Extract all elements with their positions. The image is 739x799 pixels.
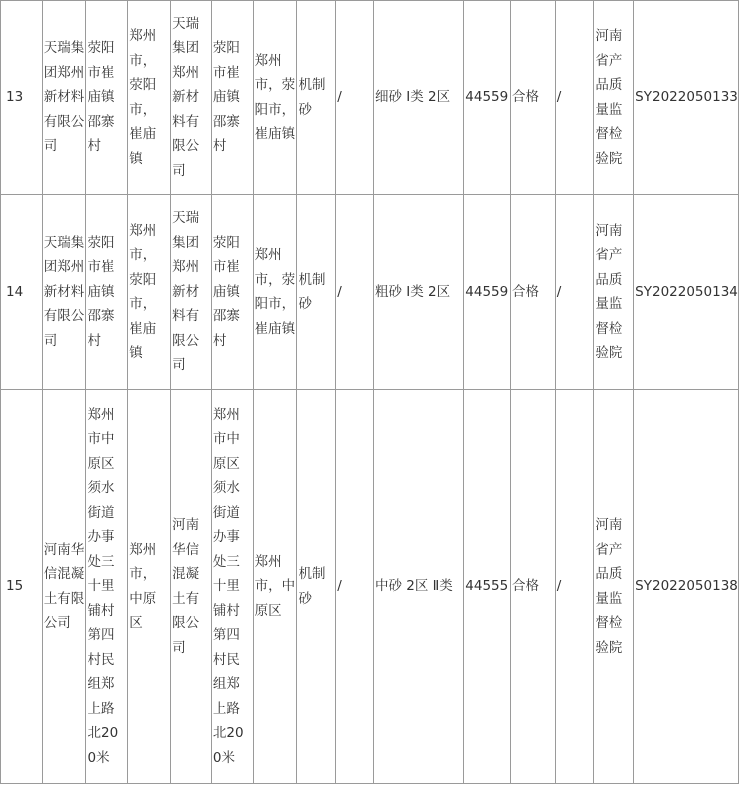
seller-address: 荥阳市崔庙镇邵寨村 [211,195,253,390]
inspection-agency: 河南省产品质量监督检验院 [594,195,634,390]
producer-address: 荥阳市崔庙镇邵寨村 [86,195,128,390]
seller-name: 天瑞集团郑州新材料有限公司 [171,195,212,390]
producer-address: 郑州市中原区须水街道办事处三十里铺村第四村民组郑上路北200米 [86,390,128,784]
remark: / [555,390,594,784]
producer-region: 郑州市，荥阳市，崔庙镇 [128,1,171,195]
remark: / [555,1,594,195]
specification: 细砂 Ⅰ类 2区 [373,1,463,195]
seller-region: 郑州市，荥阳市，崔庙镇 [253,1,297,195]
producer-address: 荥阳市崔庙镇邵寨村 [86,1,128,195]
remark: / [555,195,594,390]
product-name: 机制砂 [297,390,336,784]
row-number: 15 [1,390,43,784]
inspection-agency: 河南省产品质量监督检验院 [594,1,634,195]
producer-region: 郑州市，荥阳市，崔庙镇 [128,195,171,390]
seller-name: 天瑞集团郑州新材料有限公司 [171,1,212,195]
report-number: SY2022050138 [634,390,739,784]
brand: / [336,195,374,390]
production-date: 44559 [464,195,511,390]
inspection-result: 合格 [510,390,555,784]
product-name: 机制砂 [297,195,336,390]
table-row [1,195,739,390]
producer-name: 天瑞集团郑州新材料有限公司 [42,195,86,390]
table-row [1,1,739,195]
seller-address: 荥阳市崔庙镇邵寨村 [211,1,253,195]
row-number: 14 [1,195,43,390]
report-number: SY2022050133 [634,1,739,195]
producer-name: 河南华信混凝土有限公司 [42,390,86,784]
production-date: 44559 [464,1,511,195]
seller-region: 郑州市，中原区 [253,390,297,784]
specification: 中砂 2区 Ⅱ类 [373,390,463,784]
producer-region: 郑州市，中原区 [128,390,171,784]
inspection-result: 合格 [510,1,555,195]
seller-name: 河南华信混凝土有限公司 [171,390,212,784]
seller-region: 郑州市，荥阳市，崔庙镇 [253,195,297,390]
brand: / [336,1,374,195]
row-number: 13 [1,1,43,195]
seller-address: 郑州市中原区须水街道办事处三十里铺村第四村民组郑上路北200米 [211,390,253,784]
brand: / [336,390,374,784]
production-date: 44555 [464,390,511,784]
producer-name: 天瑞集团郑州新材料有限公司 [42,1,86,195]
specification: 粗砂 Ⅰ类 2区 [373,195,463,390]
inspection-agency: 河南省产品质量监督检验院 [594,390,634,784]
table-row [1,390,739,784]
report-number: SY2022050134 [634,195,739,390]
product-name: 机制砂 [297,1,336,195]
inspection-result: 合格 [510,195,555,390]
